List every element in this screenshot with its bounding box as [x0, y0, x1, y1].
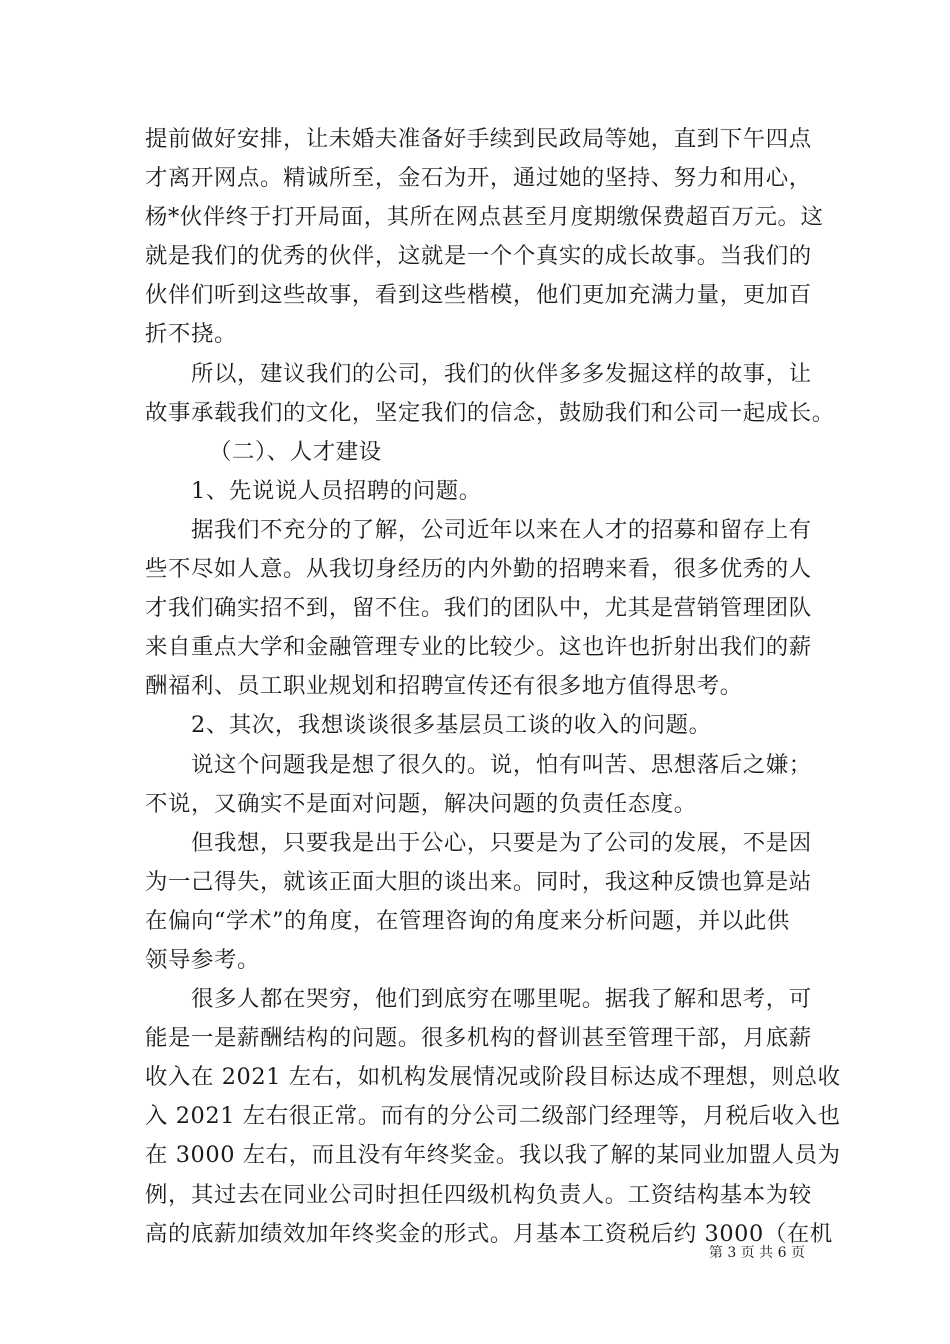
text-line: 来自重点大学和金融管理专业的比较少。这也许也折射出我们的薪 — [145, 634, 812, 661]
text-line: 提前做好安排，让未婚夫准备好手续到民政局等她，直到下午四点 — [145, 126, 812, 152]
text-line: 伙伴们听到这些故事，看到这些楷模，他们更加充满力量，更加百 — [145, 282, 812, 309]
page-number-footer: 第 3 页 共 6 页 — [708, 1245, 805, 1261]
text-line: 折不挠。 — [145, 321, 237, 348]
text-line: 酬福利、员工职业规划和招聘宣传还有很多地方值得思考。 — [145, 673, 743, 700]
text-line: 些不尽如人意。从我切身经历的内外勤的招聘来看，很多优秀的人 — [145, 556, 812, 583]
text-line: 不说，又确实不是面对问题，解决问题的负责任态度。 — [145, 790, 697, 817]
text-line: 就是我们的优秀的伙伴，这就是一个个真实的成长故事。当我们的 — [145, 243, 812, 270]
text-line: 能是一是薪酬结构的问题。很多机构的督训甚至管理干部，月底薪 — [145, 1025, 812, 1052]
paragraph-first-line: 说这个问题我是想了很久的。说，怕有叫苦、思想落后之嫌； — [191, 751, 812, 778]
body-text — [145, 120, 841, 1254]
paragraph-first-line: 很多人都在哭穷，他们到底穷在哪里呢。据我了解和思考，可 — [191, 986, 812, 1013]
section-heading: （二）、人才建设 — [209, 438, 382, 465]
text-line: 在偏向“学术”的角度，在管理咨询的角度来分析问题，并以此供 — [145, 907, 790, 934]
text-line: 例，其过去在同业公司时担任四级机构负责人。工资结构基本为较 — [145, 1181, 812, 1208]
text-line: 故事承载我们的文化，坚定我们的信念，鼓励我们和公司一起成长。 — [145, 399, 835, 426]
paragraph-first-line: 据我们不充分的了解，公司近年以来在人才的招募和留存上有 — [191, 516, 812, 543]
subsection-heading: 2、其次，我想谈谈很多基层员工谈的收入的问题。 — [191, 712, 712, 739]
text-line: 才我们确实招不到，留不住。我们的团队中，尤其是营销管理团队 — [145, 595, 812, 622]
text-line: 领导参考。 — [145, 946, 260, 973]
text-line: 收入在 2021 左右，如机构发展情况或阶段目标达成不理想，则总收 — [145, 1064, 841, 1091]
subsection-heading: 1、先说说人员招聘的问题。 — [191, 477, 482, 504]
text-line: 在 3000 左右，而且没有年终奖金。我以我了解的某同业加盟人员为 — [145, 1142, 841, 1169]
text-line: 杨*伙伴终于打开局面，其所在网点甚至月度期缴保费超百万元。这 — [145, 204, 824, 231]
text-line: 高的底薪加绩效加年终奖金的形式。月基本工资税后约 3000（在机 — [145, 1220, 833, 1247]
paragraph-first-line: 所以，建议我们的公司，我们的伙伴多多发掘这样的故事，让 — [191, 360, 812, 387]
text-line: 入 2021 左右很正常。而有的分公司二级部门经理等，月税后收入也 — [145, 1103, 841, 1130]
text-line: 为一己得失，就该正面大胆的谈出来。同时，我这种反馈也算是站 — [145, 868, 812, 895]
text-line: 才离开网点。精诚所至，金石为开，通过她的坚持、努力和用心， — [145, 165, 812, 192]
paragraph-first-line: 但我想，只要我是出于公心，只要是为了公司的发展，不是因 — [191, 829, 812, 856]
